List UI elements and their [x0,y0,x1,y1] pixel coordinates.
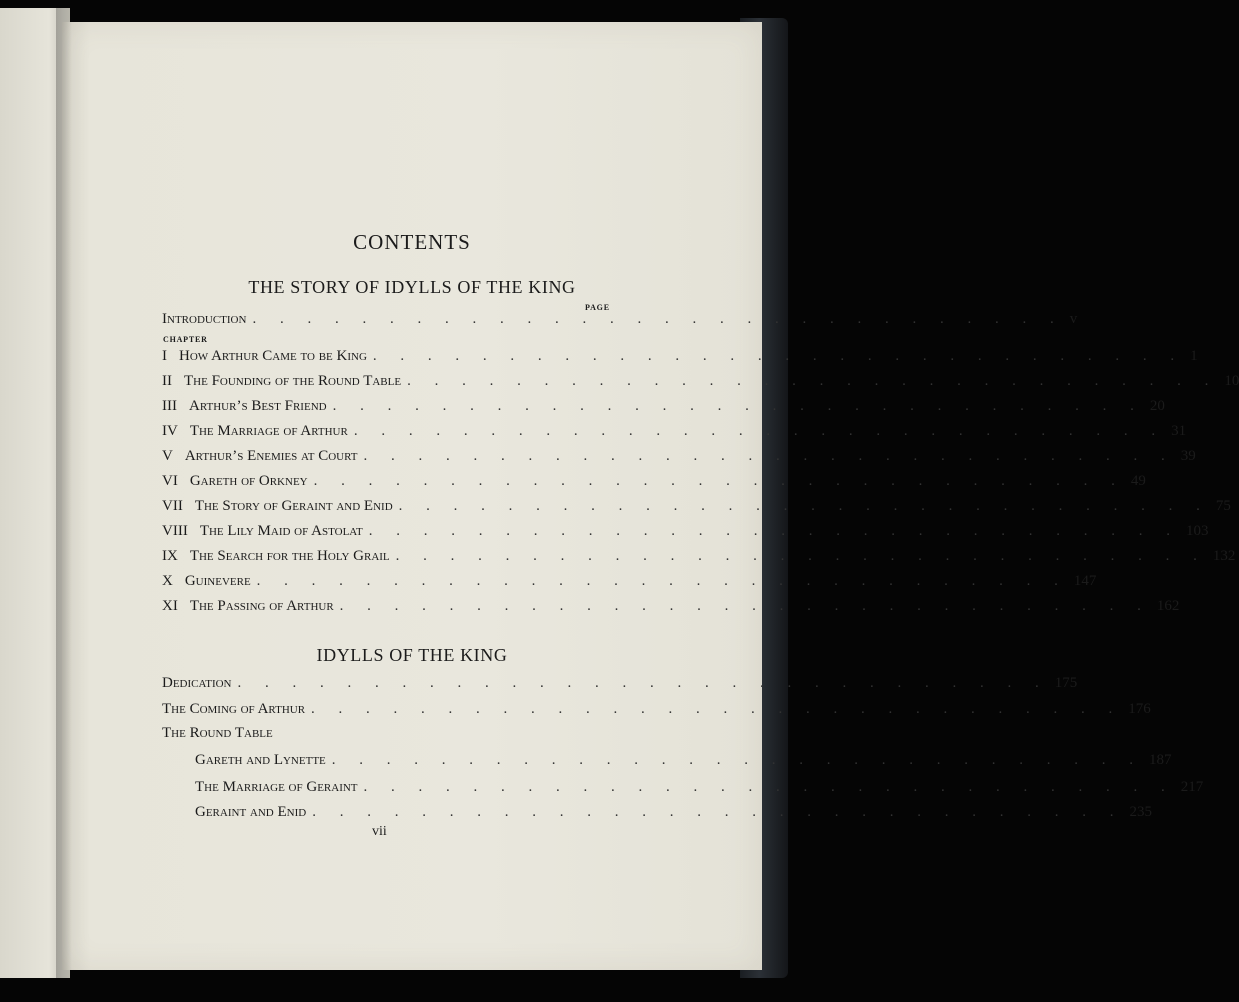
book-gutter-shadow [56,8,72,978]
chapter-page: 31 [1171,423,1187,439]
dot-leader: . . . . . . . . . . . . . . . . . . . . . . . . . . . . . . [368,523,1180,539]
chapter-title: The Passing of Arthur [189,598,334,614]
entry-title: Gareth and Lynette [195,752,326,768]
dot-leader: . . . . . . . . . . . . . . . . . . . . . . . . . . . . . . [395,548,1207,564]
chapter-number: VI [162,473,178,489]
entry-page: v [1069,311,1078,327]
chapter-page: 20 [1149,398,1165,414]
dot-leader: . . . . . . . . . . . . . . . . . . . . . . . . . . . . . . [398,498,1210,514]
chapter-title: Arthur’s Enemies at Court [184,448,358,464]
chapter-page: 49 [1130,473,1146,489]
chapter-page: 1 [1190,348,1198,364]
toc-chapter-row[interactable] [162,473,1146,495]
chapter-number: II [162,373,172,389]
chapter-title: How Arthur Came to be King [179,348,367,364]
chapter-page: 162 [1156,598,1180,614]
dot-leader: . . . . . . . . . . . . . . . . . . . . . . . . . . . . . . [312,804,1124,820]
toc-entry-marriage-of-geraint[interactable] [195,779,1204,801]
chapter-title: Gareth of Orkney [189,473,308,489]
chapter-column-label: CHAPTER [163,335,208,344]
chapter-title: The Search for the Holy Grail [189,548,390,564]
chapter-page: 147 [1073,573,1097,589]
toc-entry-gareth-and-lynette[interactable] [195,752,1172,774]
toc-chapter-row[interactable] [162,523,1209,545]
chapter-page: 75 [1215,498,1231,514]
contents-heading: CONTENTS [353,230,471,254]
page-folio: vii [372,824,387,839]
chapter-number: X [162,573,173,589]
part1-title: THE STORY OF IDYLLS OF THE KING [248,277,576,297]
chapter-number: XI [162,598,178,614]
dot-leader: . . . . . . . . . . . . . . . . . . . . . . . . . . . . . . [313,473,1125,489]
toc-entry-introduction[interactable] [162,311,1078,333]
chapter-page: 132 [1212,548,1236,564]
entry-page: 187 [1149,752,1172,768]
chapter-title: The Story of Geraint and Enid [194,498,393,514]
entry-title: The Coming of Arthur [162,701,306,717]
toc-chapter-row[interactable] [162,573,1097,595]
entry-page: 217 [1180,779,1204,795]
dot-leader: . . . . . . . . . . . . . . . . . . . . . . . . . . . . . . [331,752,1144,768]
dot-leader: . . . . . . . . . . . . . . . . . . . . . . . . . . . . . . [256,573,1068,589]
chapter-title: The Marriage of Arthur [189,423,348,439]
dot-leader: . . . . . . . . . . . . . . . . . . . . . . . . . . . . . . [363,779,1175,795]
entry-title: Introduction [162,311,247,327]
entry-page: 176 [1128,701,1151,717]
entry-title: Geraint and Enid [195,804,307,820]
dot-leader: . . . . . . . . . . . . . . . . . . . . . . . . . . . . . . [372,348,1185,364]
part2-title: IDYLLS OF THE KING [316,645,508,665]
chapter-page: 10 [1224,373,1239,389]
toc-entry-round-table[interactable] [162,725,614,747]
page-column-label: PAGE [585,303,610,312]
dot-leader: . . . . . . . . . . . . . . . . . . . . . . . . . . . . . . [237,675,1049,691]
toc-entry-dedication[interactable] [162,675,1078,697]
entry-title: Dedication [162,675,232,691]
chapter-number: IX [162,548,178,564]
toc-chapter-row[interactable] [162,373,1239,395]
toc-entry-geraint-and-enid[interactable] [195,804,1152,826]
chapter-number: VIII [162,523,188,539]
toc-chapter-row[interactable] [162,423,1187,445]
entry-page: 235 [1129,804,1152,820]
entry-title: The Marriage of Geraint [195,779,358,795]
dot-leader: . . . . . . . . . . . . . . . . . . . . . . . . . . . . . . [407,373,1219,389]
chapter-number: I [162,348,167,364]
chapter-title: Arthur’s Best Friend [189,398,327,414]
toc-entry-coming-of-arthur[interactable] [162,701,1151,723]
toc-chapter-row[interactable] [162,448,1196,470]
dot-leader: . . . . . . . . . . . . . . . . . . . . . . . . . . . . . . [339,598,1151,614]
toc-chapter-row[interactable] [162,398,1165,420]
toc-chapter-row[interactable] [162,498,1231,520]
entry-page: 175 [1054,675,1078,691]
chapter-number: VII [162,498,183,514]
dot-leader: . . . . . . . . . . . . . . . . . . . . . . . . . . . . . . [353,423,1166,439]
chapter-page: 39 [1180,448,1196,464]
chapter-title: The Lily Maid of Astolat [199,523,363,539]
dot-leader: . . . . . . . . . . . . . . . . . . . . . . . . . . . . . . [363,448,1175,464]
book-page [62,22,1239,970]
dot-leader: . . . . . . . . . . . . . . . . . . . . . . . . . . . . . . [311,701,1123,717]
toc-chapter-row[interactable] [162,598,1180,620]
dot-leader: . . . . . . . . . . . . . . . . . . . . . . . . . . . . . . [332,398,1144,414]
chapter-page: 103 [1186,523,1209,539]
toc-chapter-row[interactable] [162,348,1198,370]
chapter-number: III [162,398,177,414]
chapter-title: The Founding of the Round Table [184,373,402,389]
chapter-number: V [162,448,173,464]
dot-leader: . . . . . . . . . . . . . . . . . . . . . . . . . . . . . . [252,311,1064,327]
chapter-title: Guinevere [184,573,251,589]
chapter-number: IV [162,423,178,439]
entry-title: The Round Table [162,725,273,741]
toc-chapter-row[interactable] [162,548,1236,570]
